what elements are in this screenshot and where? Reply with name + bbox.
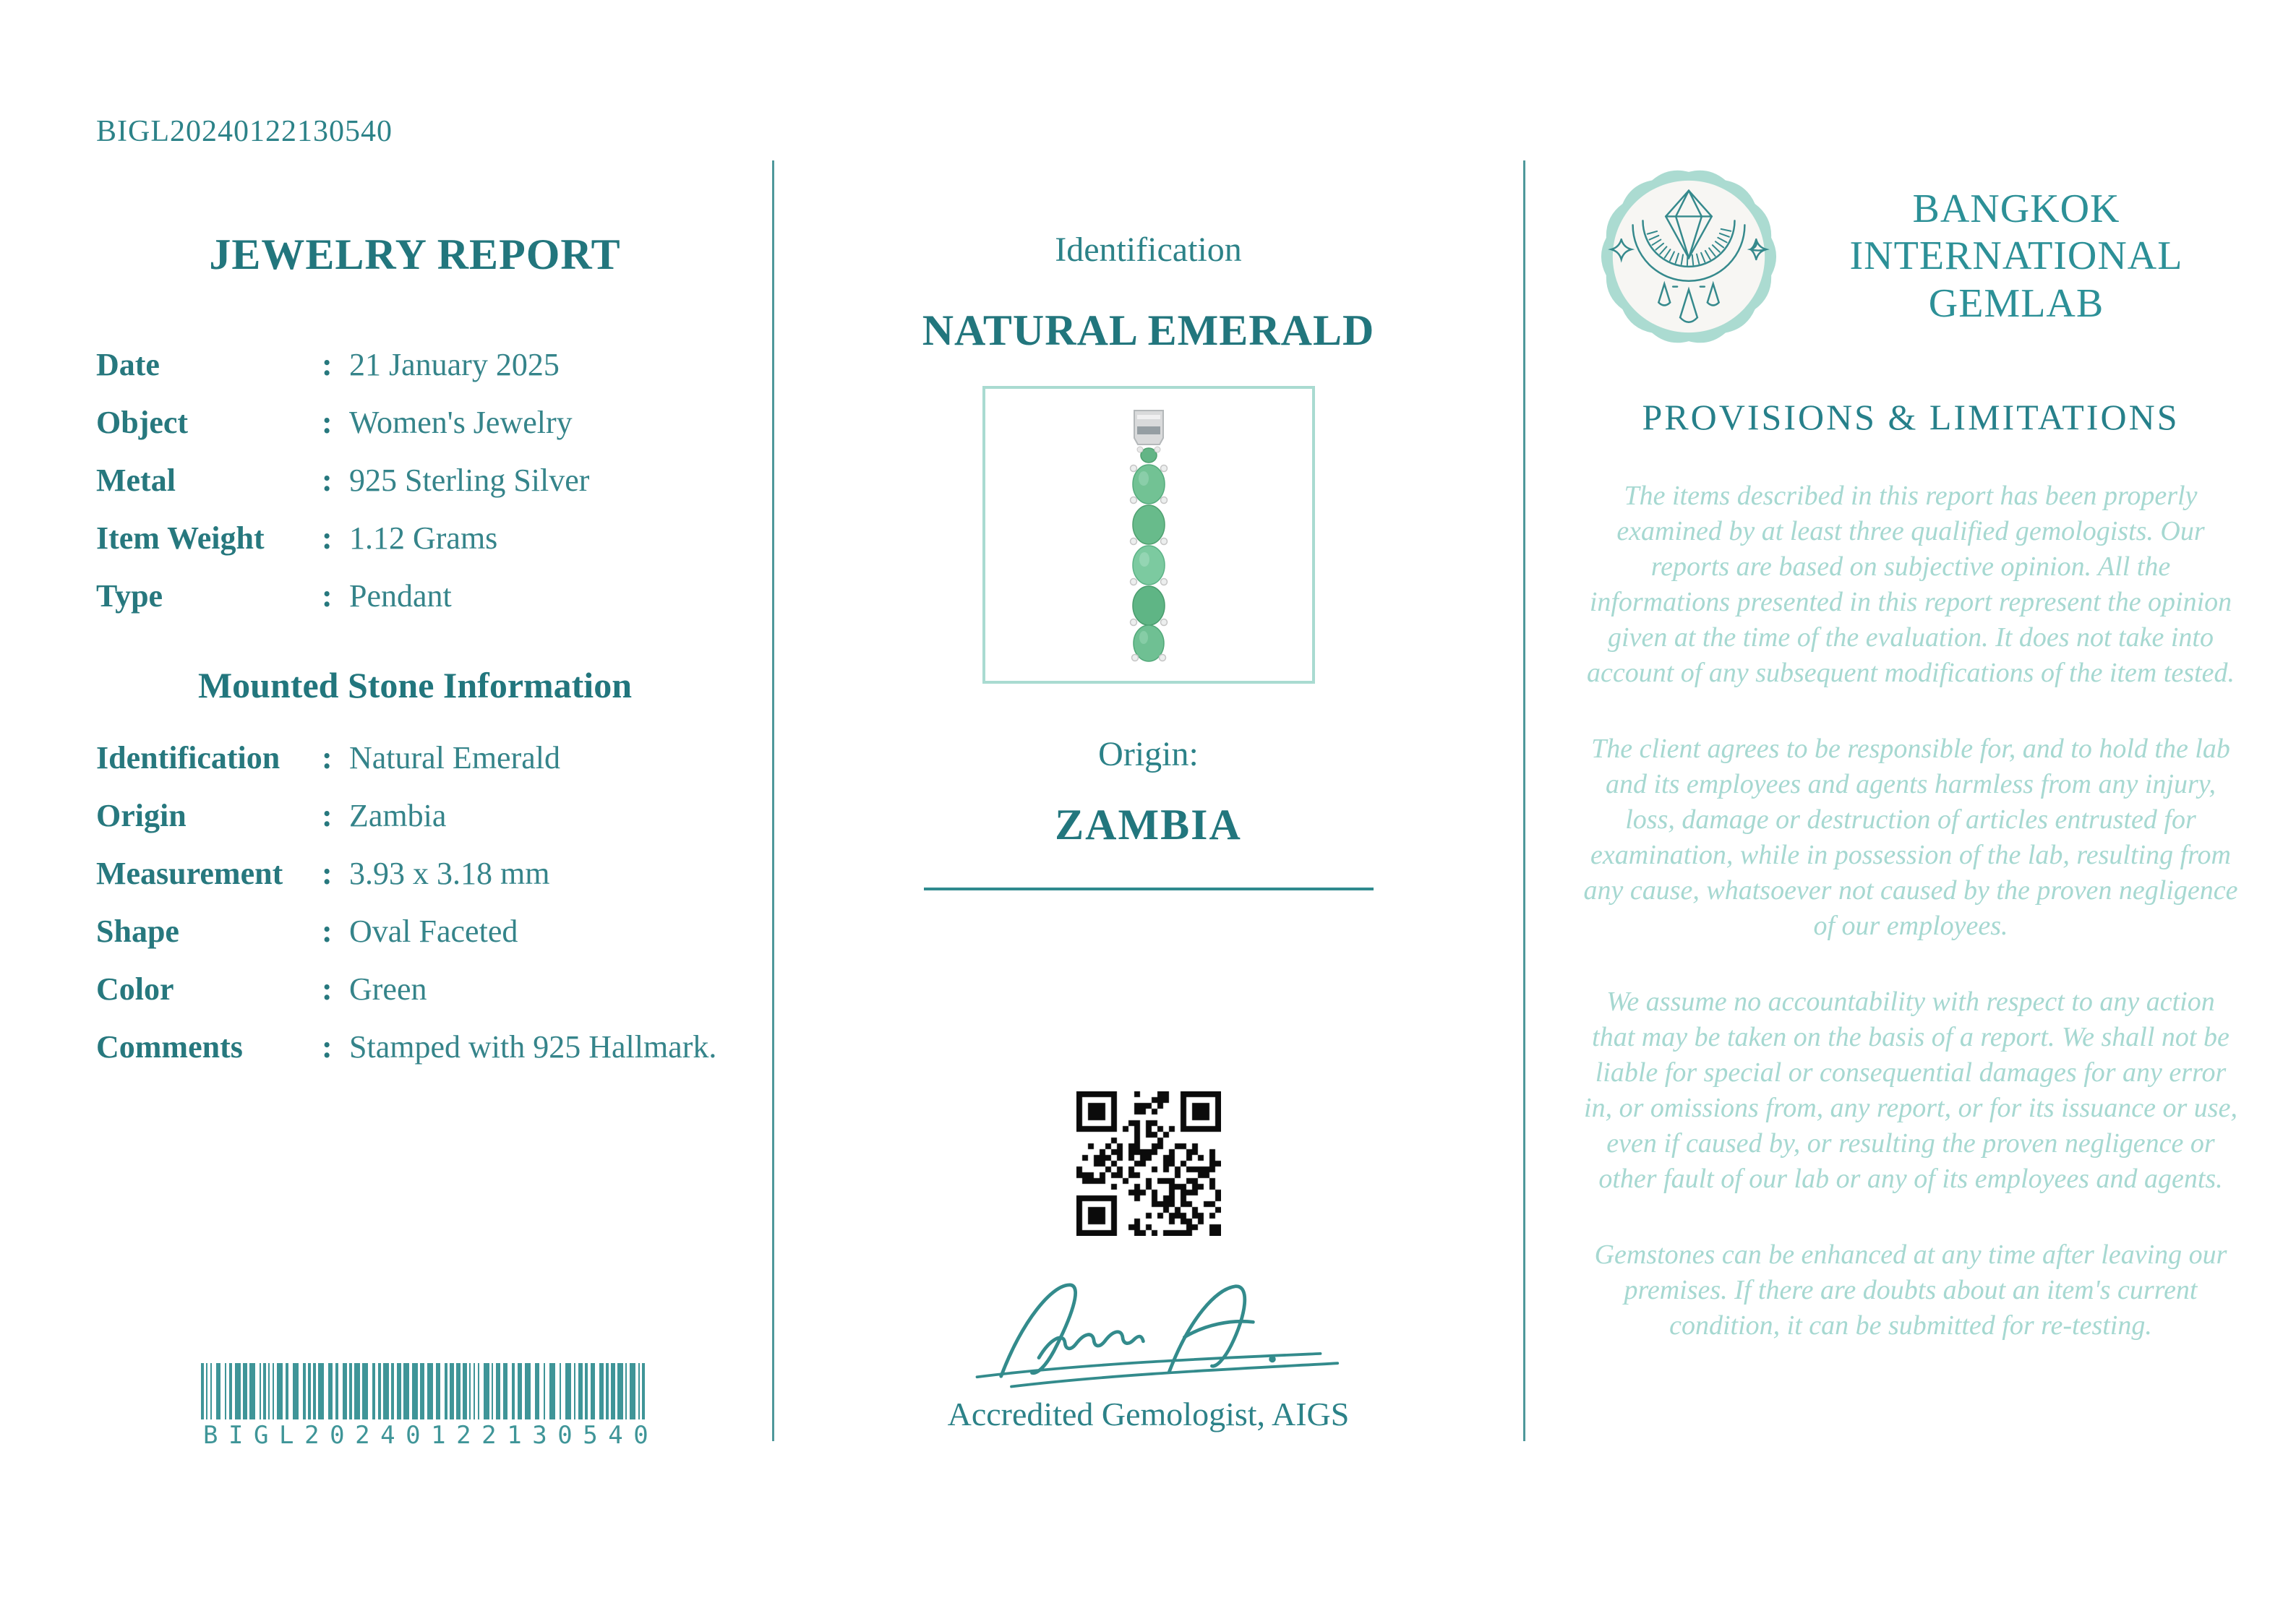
colon-separator: : (322, 971, 333, 1007)
lab-name-line: BANGKOK (1912, 186, 2120, 231)
detail-label: Identification (96, 740, 280, 776)
origin-divider-line (924, 888, 1374, 890)
gemologist-signature (932, 1256, 1366, 1393)
provision-paragraph: We assume no accountability with respect to any action that may be taken on the basis of a report. We shall not be liable for special or consequential damages for any error in, or omissions from, any report, or for its issuance or use, even if caused by, or resulting the proven negligence or other fault of our lab or any of its employees and agents. (1584, 987, 2237, 1194)
detail-value: 3.93 x 3.18 mm (349, 856, 550, 891)
lab-header (1525, 163, 2296, 350)
colon-separator: : (322, 1029, 333, 1065)
detail-label: Color (96, 971, 174, 1007)
detail-label: Measurement (96, 856, 283, 891)
identification-heading: Identification (1055, 231, 1242, 269)
detail-value: 1.12 Grams (349, 520, 498, 556)
signer-title: Accredited Gemologist, AIGS (947, 1396, 1350, 1432)
report-barcode (201, 1363, 651, 1450)
table-row (96, 577, 734, 635)
table-row (96, 855, 734, 913)
lab-name-line: GEMLAB (1928, 280, 2104, 326)
table-row (96, 739, 734, 797)
table-row (96, 1028, 734, 1086)
table-row (96, 797, 734, 855)
page-title: JEWELRY REPORT (209, 231, 621, 278)
provisions-heading: PROVISIONS & LIMITATIONS (1642, 397, 2180, 437)
provision-paragraph: Gemstones can be enhanced at any time after leaving our premises. If there are doubts about an item's current condition, it can be submitted for re-testing. (1594, 1240, 2227, 1341)
detail-value: Zambia (349, 798, 447, 833)
detail-label: Comments (96, 1029, 243, 1065)
emerald-pendant-photo (1091, 405, 1207, 665)
table-row (96, 913, 734, 971)
lab-name-line: INTERNATIONAL (1849, 233, 2183, 279)
colon-separator: : (322, 463, 333, 498)
origin-value: ZAMBIA (1055, 801, 1242, 848)
table-row (96, 404, 734, 462)
detail-label: Metal (96, 463, 176, 498)
colon-separator: : (322, 856, 333, 891)
report-number: BIGL20240122130540 (96, 115, 393, 148)
table-row (96, 520, 734, 577)
provision-paragraph: The items described in this report has been properly examined by at least three qualified gemologists. Our reports are based on subjective opinion. All the informations presented in this report represent the opinion given at the time of the evaluation. It does not take into account of any subsequent modifications of the item tested. (1586, 481, 2235, 688)
gemlab-seal-logo (1595, 163, 1782, 350)
detail-label: Item Weight (96, 520, 265, 556)
colon-separator: : (322, 798, 333, 833)
detail-value: Natural Emerald (349, 740, 560, 776)
detail-value: Green (349, 971, 427, 1007)
origin-heading: Origin: (1098, 735, 1199, 773)
colon-separator: : (322, 520, 333, 556)
detail-label: Object (96, 405, 189, 440)
detail-value: Oval Faceted (349, 914, 518, 949)
identification-column (774, 0, 1523, 1433)
table-row (96, 462, 734, 520)
stone-details-table (96, 739, 734, 1086)
barcode-text: B I G L 2 0 2 4 0 1 2 2 1 3 0 5 4 0 (203, 1421, 648, 1450)
identification-value: NATURAL EMERALD (922, 306, 1375, 354)
detail-label: Type (96, 578, 163, 614)
stone-section-title: Mounted Stone Information (197, 665, 633, 705)
qr-code (1076, 1091, 1221, 1236)
lab-provisions-column (1525, 0, 2296, 1344)
detail-label: Date (96, 347, 160, 382)
item-details-table (96, 346, 734, 635)
detail-value: Pendant (349, 578, 452, 614)
jewelry-photo-frame (982, 386, 1315, 684)
detail-value: 925 Sterling Silver (349, 463, 590, 498)
lab-name (1807, 186, 2226, 328)
detail-label: Origin (96, 798, 187, 833)
colon-separator: : (322, 914, 333, 949)
detail-value: Stamped with 925 Hallmark. (349, 1029, 717, 1065)
report-details-column (96, 230, 734, 1086)
detail-value: Women's Jewelry (349, 405, 573, 440)
colon-separator: : (322, 405, 333, 440)
barcode-bars (201, 1363, 651, 1419)
detail-value: 21 January 2025 (349, 347, 560, 382)
provision-paragraph: The client agrees to be responsible for, and to hold the lab and its employees and agents harmless from any injury, loss, damage or destruction of articles entrusted for examination, while in possession of the lab, resulting from any cause, whatsoever not caused by the proven negligence of our employees. (1583, 734, 2238, 941)
table-row (96, 971, 734, 1028)
detail-label: Shape (96, 914, 179, 949)
table-row (96, 346, 734, 404)
colon-separator: : (322, 578, 333, 614)
colon-separator: : (322, 347, 333, 382)
colon-separator: : (322, 740, 333, 776)
